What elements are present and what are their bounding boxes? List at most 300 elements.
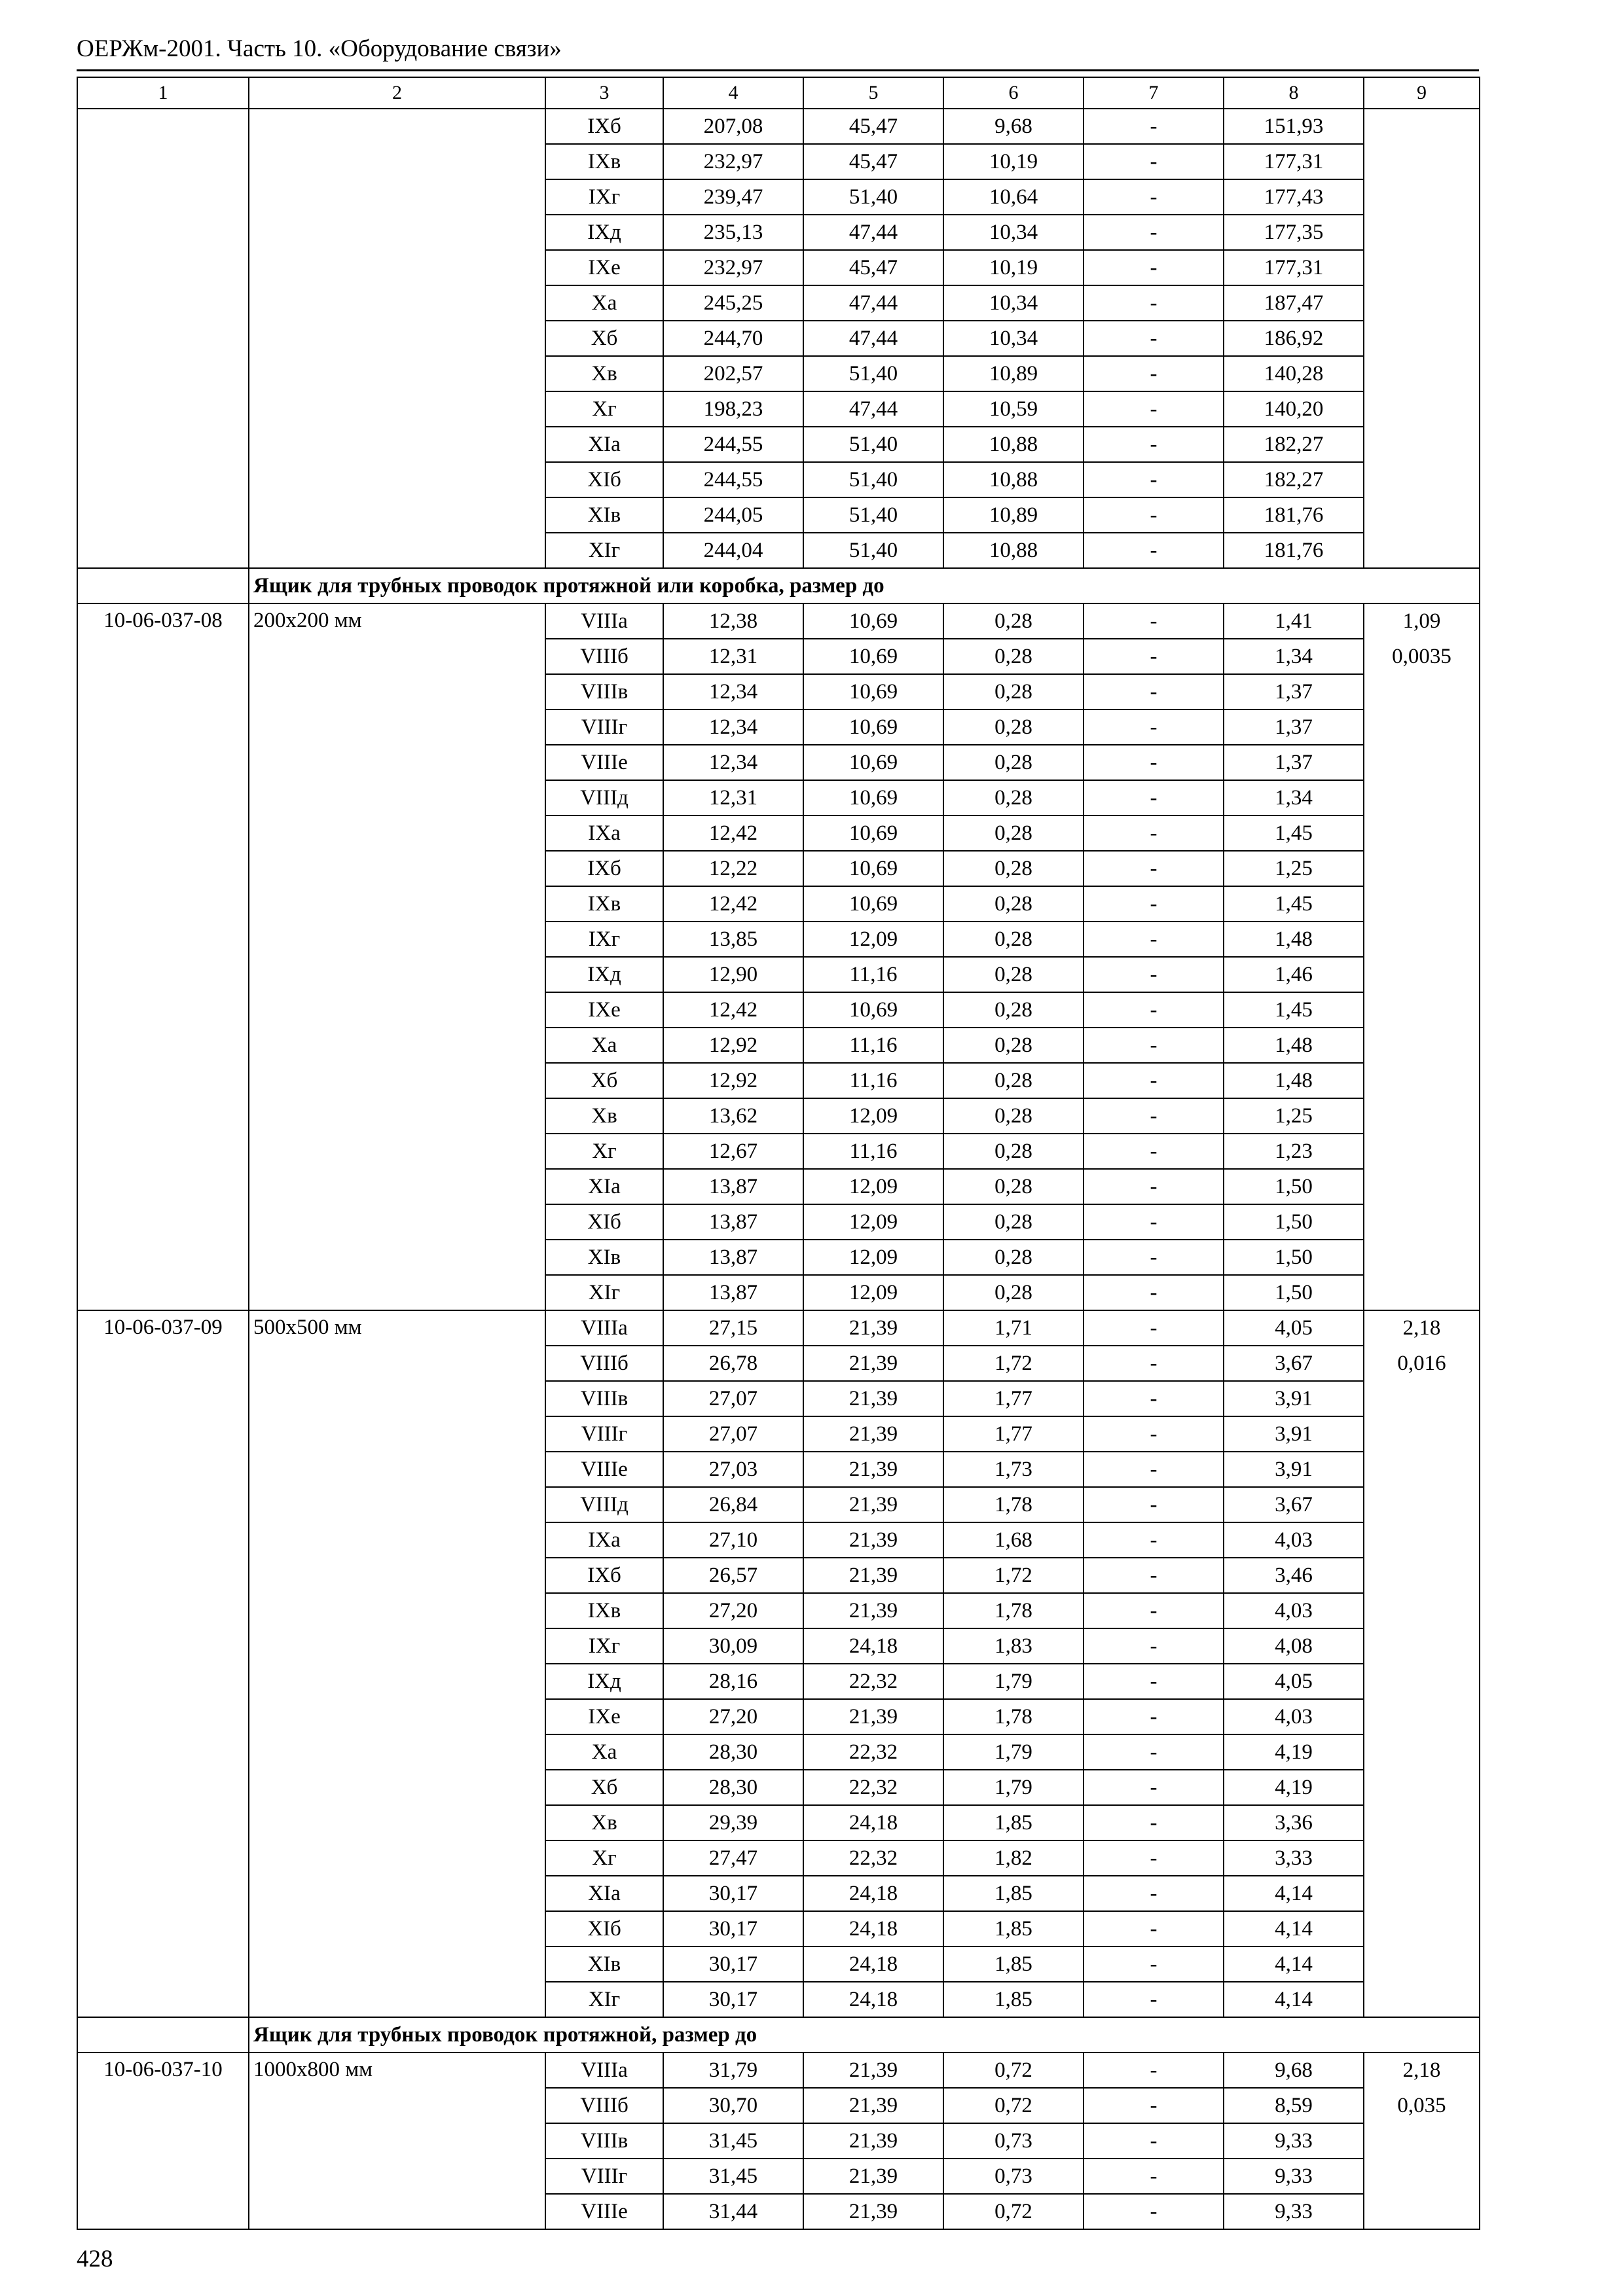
labor-cost: 10,69: [803, 992, 943, 1028]
material-cost: 1,50: [1224, 1240, 1364, 1275]
resource-class: IXд: [545, 1664, 663, 1699]
driver-wage: -: [1084, 1876, 1224, 1911]
total-cost: 12,34: [663, 745, 803, 780]
labor-norm: [1364, 2053, 1480, 2229]
driver-wage: -: [1084, 639, 1224, 674]
material-cost: 3,91: [1224, 1381, 1364, 1416]
resource-class: Xг: [545, 1134, 663, 1169]
machine-cost: 10,88: [943, 462, 1084, 497]
labor-cost: 21,39: [803, 1310, 943, 1346]
rate-code: 10-06-037-09: [77, 1310, 249, 2017]
machine-cost: 1,85: [943, 1982, 1084, 2017]
material-cost: 1,25: [1224, 1098, 1364, 1134]
driver-wage: -: [1084, 1169, 1224, 1204]
labor-cost: 12,09: [803, 1098, 943, 1134]
labor-norm-value: 0,0035: [1392, 645, 1451, 668]
labor-cost: 51,40: [803, 356, 943, 391]
material-cost: 177,31: [1224, 250, 1364, 285]
total-cost: 26,84: [663, 1487, 803, 1522]
labor-cost: 51,40: [803, 427, 943, 462]
resource-class: IXа: [545, 1522, 663, 1558]
total-cost: 245,25: [663, 285, 803, 321]
labor-cost: 24,18: [803, 1628, 943, 1664]
driver-wage: -: [1084, 957, 1224, 992]
material-cost: 3,91: [1224, 1452, 1364, 1487]
driver-wage: -: [1084, 745, 1224, 780]
driver-wage: -: [1084, 144, 1224, 179]
labor-norm-value: 0,016: [1397, 1352, 1446, 1375]
labor-cost: 51,40: [803, 497, 943, 533]
labor-cost: 21,39: [803, 2123, 943, 2159]
driver-wage: -: [1084, 1134, 1224, 1169]
driver-wage: -: [1084, 427, 1224, 462]
machine-cost: 10,19: [943, 144, 1084, 179]
labor-cost: 11,16: [803, 1063, 943, 1098]
machine-cost: 0,28: [943, 674, 1084, 709]
resource-class: XIб: [545, 1911, 663, 1946]
machine-cost: 0,72: [943, 2194, 1084, 2229]
labor-cost: 47,44: [803, 321, 943, 356]
machine-cost: 0,72: [943, 2053, 1084, 2088]
labor-cost: 21,39: [803, 1593, 943, 1628]
total-cost: 12,38: [663, 603, 803, 639]
total-cost: 244,04: [663, 533, 803, 568]
resource-class: VIIIд: [545, 1487, 663, 1522]
driver-wage: -: [1084, 1063, 1224, 1098]
total-cost: 13,87: [663, 1240, 803, 1275]
resource-class: VIIIа: [545, 2053, 663, 2088]
driver-wage: -: [1084, 1346, 1224, 1381]
labor-cost: 24,18: [803, 1982, 943, 2017]
total-cost: 30,17: [663, 1946, 803, 1982]
labor-norm-value: 2,18: [1402, 2058, 1441, 2082]
resource-class: XIв: [545, 497, 663, 533]
machine-cost: 1,77: [943, 1416, 1084, 1452]
material-cost: 1,34: [1224, 639, 1364, 674]
driver-wage: -: [1084, 1381, 1224, 1416]
machine-cost: 0,28: [943, 1063, 1084, 1098]
resource-class: Xа: [545, 1028, 663, 1063]
machine-cost: 10,64: [943, 179, 1084, 215]
column-number: 3: [545, 77, 663, 109]
labor-cost: 21,39: [803, 1487, 943, 1522]
driver-wage: -: [1084, 1558, 1224, 1593]
section-heading: Ящик для трубных проводок протяжной или коробка, размер до: [249, 568, 1480, 603]
machine-cost: 0,73: [943, 2159, 1084, 2194]
material-cost: 1,50: [1224, 1169, 1364, 1204]
material-cost: 4,05: [1224, 1310, 1364, 1346]
total-cost: 12,42: [663, 816, 803, 851]
resource-class: VIIIе: [545, 2194, 663, 2229]
resource-class: IXг: [545, 922, 663, 957]
driver-wage: -: [1084, 391, 1224, 427]
total-cost: 202,57: [663, 356, 803, 391]
material-cost: 1,37: [1224, 709, 1364, 745]
resource-class: VIIIа: [545, 1310, 663, 1346]
total-cost: 12,42: [663, 886, 803, 922]
machine-cost: 0,28: [943, 957, 1084, 992]
driver-wage: -: [1084, 709, 1224, 745]
section-heading: Ящик для трубных проводок протяжной, размер до: [249, 2017, 1480, 2053]
labor-norm: [1364, 1310, 1480, 2017]
resource-class: Xб: [545, 1770, 663, 1805]
machine-cost: 1,79: [943, 1664, 1084, 1699]
machine-cost: 0,28: [943, 709, 1084, 745]
resource-class: Xв: [545, 1805, 663, 1840]
machine-cost: 0,28: [943, 1169, 1084, 1204]
machine-cost: 0,28: [943, 1204, 1084, 1240]
driver-wage: -: [1084, 1982, 1224, 2017]
driver-wage: -: [1084, 215, 1224, 250]
driver-wage: -: [1084, 1487, 1224, 1522]
material-cost: 4,03: [1224, 1522, 1364, 1558]
total-cost: 27,15: [663, 1310, 803, 1346]
labor-cost: 21,39: [803, 1346, 943, 1381]
total-cost: 31,79: [663, 2053, 803, 2088]
driver-wage: -: [1084, 922, 1224, 957]
machine-cost: 9,68: [943, 109, 1084, 144]
machine-cost: 1,85: [943, 1805, 1084, 1840]
labor-cost: 21,39: [803, 1522, 943, 1558]
labor-cost: 51,40: [803, 533, 943, 568]
material-cost: 3,91: [1224, 1416, 1364, 1452]
column-number: 5: [803, 77, 943, 109]
total-cost: 27,20: [663, 1593, 803, 1628]
material-cost: 1,46: [1224, 957, 1364, 992]
total-cost: 13,87: [663, 1204, 803, 1240]
total-cost: 27,20: [663, 1699, 803, 1734]
total-cost: 31,45: [663, 2123, 803, 2159]
resource-class: Xа: [545, 1734, 663, 1770]
labor-cost: 47,44: [803, 391, 943, 427]
resource-class: IXе: [545, 250, 663, 285]
total-cost: 27,03: [663, 1452, 803, 1487]
labor-cost: 11,16: [803, 1134, 943, 1169]
resource-class: IXа: [545, 816, 663, 851]
header-rule: [77, 69, 1479, 71]
material-cost: 4,14: [1224, 1946, 1364, 1982]
material-cost: 9,33: [1224, 2123, 1364, 2159]
price-table: [77, 77, 1480, 2230]
machine-cost: 0,28: [943, 1098, 1084, 1134]
total-cost: 30,70: [663, 2088, 803, 2123]
material-cost: 1,37: [1224, 745, 1364, 780]
material-cost: 181,76: [1224, 497, 1364, 533]
labor-cost: 12,09: [803, 1240, 943, 1275]
resource-class: IXб: [545, 1558, 663, 1593]
material-cost: 177,31: [1224, 144, 1364, 179]
driver-wage: -: [1084, 2194, 1224, 2229]
labor-cost: 10,69: [803, 674, 943, 709]
table-row: [77, 1310, 1480, 1346]
labor-cost: 10,69: [803, 886, 943, 922]
resource-class: VIIIв: [545, 2123, 663, 2159]
total-cost: 27,47: [663, 1840, 803, 1876]
column-number: 8: [1224, 77, 1364, 109]
rate-code: 10-06-037-10: [77, 2053, 249, 2229]
driver-wage: -: [1084, 780, 1224, 816]
material-cost: 1,34: [1224, 780, 1364, 816]
labor-cost: 51,40: [803, 462, 943, 497]
total-cost: 29,39: [663, 1805, 803, 1840]
machine-cost: 1,78: [943, 1699, 1084, 1734]
machine-cost: 10,89: [943, 497, 1084, 533]
resource-class: IXв: [545, 144, 663, 179]
material-cost: 4,05: [1224, 1664, 1364, 1699]
machine-cost: 1,78: [943, 1487, 1084, 1522]
material-cost: 4,19: [1224, 1770, 1364, 1805]
total-cost: 235,13: [663, 215, 803, 250]
driver-wage: -: [1084, 1028, 1224, 1063]
driver-wage: -: [1084, 1098, 1224, 1134]
section-heading-row: [77, 568, 1480, 603]
resource-class: IXг: [545, 179, 663, 215]
resource-class: Xв: [545, 1098, 663, 1134]
total-cost: 232,97: [663, 250, 803, 285]
material-cost: 1,50: [1224, 1204, 1364, 1240]
total-cost: 232,97: [663, 144, 803, 179]
rate-name: 500х500 мм: [249, 1310, 545, 2017]
labor-cost: 21,39: [803, 1558, 943, 1593]
labor-cost: 21,39: [803, 1416, 943, 1452]
total-cost: 12,34: [663, 674, 803, 709]
resource-class: Xв: [545, 356, 663, 391]
labor-cost: 10,69: [803, 709, 943, 745]
material-cost: 4,14: [1224, 1982, 1364, 2017]
driver-wage: -: [1084, 321, 1224, 356]
driver-wage: -: [1084, 356, 1224, 391]
resource-class: VIIIг: [545, 2159, 663, 2194]
material-cost: 1,48: [1224, 1063, 1364, 1098]
total-cost: 13,87: [663, 1169, 803, 1204]
machine-cost: 1,82: [943, 1840, 1084, 1876]
labor-cost: 24,18: [803, 1876, 943, 1911]
material-cost: 1,23: [1224, 1134, 1364, 1169]
resource-class: XIг: [545, 1982, 663, 2017]
driver-wage: -: [1084, 2159, 1224, 2194]
labor-cost: 21,39: [803, 2159, 943, 2194]
section-spacer: [77, 568, 249, 603]
labor-cost: 45,47: [803, 144, 943, 179]
resource-class: VIIIв: [545, 674, 663, 709]
rate-code: [77, 109, 249, 568]
material-cost: 181,76: [1224, 533, 1364, 568]
table-row: [77, 603, 1480, 639]
machine-cost: 0,28: [943, 639, 1084, 674]
total-cost: 26,57: [663, 1558, 803, 1593]
column-number-row: [77, 77, 1480, 109]
driver-wage: -: [1084, 497, 1224, 533]
labor-cost: 10,69: [803, 639, 943, 674]
driver-wage: -: [1084, 1522, 1224, 1558]
resource-class: Xб: [545, 321, 663, 356]
resource-class: VIIIд: [545, 780, 663, 816]
material-cost: 8,59: [1224, 2088, 1364, 2123]
total-cost: 30,17: [663, 1876, 803, 1911]
resource-class: VIIIб: [545, 2088, 663, 2123]
total-cost: 244,70: [663, 321, 803, 356]
total-cost: 28,16: [663, 1664, 803, 1699]
total-cost: 244,05: [663, 497, 803, 533]
machine-cost: 1,78: [943, 1593, 1084, 1628]
machine-cost: 10,34: [943, 215, 1084, 250]
page-number: 428: [77, 2246, 113, 2272]
machine-cost: 1,72: [943, 1346, 1084, 1381]
resource-class: XIг: [545, 533, 663, 568]
driver-wage: -: [1084, 1310, 1224, 1346]
labor-cost: 12,09: [803, 1204, 943, 1240]
labor-cost: 21,39: [803, 2088, 943, 2123]
material-cost: 3,67: [1224, 1487, 1364, 1522]
labor-cost: 11,16: [803, 1028, 943, 1063]
section-heading-row: [77, 2017, 1480, 2053]
material-cost: 4,14: [1224, 1876, 1364, 1911]
total-cost: 12,92: [663, 1028, 803, 1063]
driver-wage: -: [1084, 1593, 1224, 1628]
machine-cost: 10,19: [943, 250, 1084, 285]
machine-cost: 10,89: [943, 356, 1084, 391]
machine-cost: 0,28: [943, 886, 1084, 922]
resource-class: XIг: [545, 1275, 663, 1310]
driver-wage: -: [1084, 1664, 1224, 1699]
total-cost: 26,78: [663, 1346, 803, 1381]
material-cost: 1,45: [1224, 992, 1364, 1028]
material-cost: 9,68: [1224, 2053, 1364, 2088]
labor-cost: 22,32: [803, 1664, 943, 1699]
total-cost: 27,10: [663, 1522, 803, 1558]
driver-wage: -: [1084, 2123, 1224, 2159]
driver-wage: -: [1084, 179, 1224, 215]
material-cost: 177,35: [1224, 215, 1364, 250]
driver-wage: -: [1084, 1805, 1224, 1840]
material-cost: 151,93: [1224, 109, 1364, 144]
machine-cost: 1,77: [943, 1381, 1084, 1416]
material-cost: 1,48: [1224, 1028, 1364, 1063]
labor-cost: 21,39: [803, 1452, 943, 1487]
resource-class: Xа: [545, 285, 663, 321]
driver-wage: -: [1084, 1452, 1224, 1487]
total-cost: 12,22: [663, 851, 803, 886]
total-cost: 198,23: [663, 391, 803, 427]
driver-wage: -: [1084, 674, 1224, 709]
material-cost: 140,28: [1224, 356, 1364, 391]
labor-cost: 47,44: [803, 215, 943, 250]
driver-wage: -: [1084, 1240, 1224, 1275]
machine-cost: 1,68: [943, 1522, 1084, 1558]
driver-wage: -: [1084, 2053, 1224, 2088]
material-cost: 186,92: [1224, 321, 1364, 356]
machine-cost: 1,72: [943, 1558, 1084, 1593]
column-number: 9: [1364, 77, 1480, 109]
total-cost: 12,90: [663, 957, 803, 992]
resource-class: XIб: [545, 462, 663, 497]
driver-wage: -: [1084, 851, 1224, 886]
total-cost: 31,45: [663, 2159, 803, 2194]
material-cost: 187,47: [1224, 285, 1364, 321]
material-cost: 9,33: [1224, 2159, 1364, 2194]
machine-cost: 10,59: [943, 391, 1084, 427]
resource-class: XIв: [545, 1240, 663, 1275]
material-cost: 4,03: [1224, 1699, 1364, 1734]
driver-wage: -: [1084, 1275, 1224, 1310]
driver-wage: -: [1084, 462, 1224, 497]
driver-wage: -: [1084, 1734, 1224, 1770]
table-row: [77, 109, 1480, 144]
resource-class: IXе: [545, 992, 663, 1028]
machine-cost: 0,28: [943, 745, 1084, 780]
machine-cost: 1,85: [943, 1876, 1084, 1911]
material-cost: 177,43: [1224, 179, 1364, 215]
rate-name: [249, 109, 545, 568]
material-cost: 9,33: [1224, 2194, 1364, 2229]
material-cost: 182,27: [1224, 462, 1364, 497]
driver-wage: -: [1084, 1770, 1224, 1805]
machine-cost: 0,28: [943, 1240, 1084, 1275]
resource-class: IXд: [545, 957, 663, 992]
total-cost: 28,30: [663, 1770, 803, 1805]
material-cost: 3,46: [1224, 1558, 1364, 1593]
resource-class: XIв: [545, 1946, 663, 1982]
driver-wage: -: [1084, 1204, 1224, 1240]
driver-wage: -: [1084, 250, 1224, 285]
resource-class: VIIIа: [545, 603, 663, 639]
machine-cost: 0,28: [943, 851, 1084, 886]
total-cost: 28,30: [663, 1734, 803, 1770]
labor-cost: 10,69: [803, 851, 943, 886]
table-row: [77, 2053, 1480, 2088]
machine-cost: 1,85: [943, 1911, 1084, 1946]
material-cost: 1,50: [1224, 1275, 1364, 1310]
labor-cost: 21,39: [803, 1699, 943, 1734]
resource-class: VIIIе: [545, 1452, 663, 1487]
labor-norm-value: 1,09: [1402, 609, 1441, 633]
driver-wage: -: [1084, 2088, 1224, 2123]
resource-class: IXб: [545, 851, 663, 886]
machine-cost: 1,73: [943, 1452, 1084, 1487]
labor-cost: 24,18: [803, 1911, 943, 1946]
labor-cost: 22,32: [803, 1770, 943, 1805]
machine-cost: 0,28: [943, 780, 1084, 816]
machine-cost: 0,28: [943, 1134, 1084, 1169]
total-cost: 244,55: [663, 427, 803, 462]
labor-cost: 21,39: [803, 2053, 943, 2088]
resource-class: IXв: [545, 1593, 663, 1628]
driver-wage: -: [1084, 1628, 1224, 1664]
machine-cost: 0,28: [943, 816, 1084, 851]
rate-name: 1000х800 мм: [249, 2053, 545, 2229]
driver-wage: -: [1084, 1416, 1224, 1452]
resource-class: VIIIв: [545, 1381, 663, 1416]
machine-cost: 1,83: [943, 1628, 1084, 1664]
resource-class: IXб: [545, 109, 663, 144]
machine-cost: 10,34: [943, 285, 1084, 321]
labor-cost: 10,69: [803, 816, 943, 851]
machine-cost: 0,28: [943, 922, 1084, 957]
resource-class: VIIIг: [545, 709, 663, 745]
material-cost: 3,33: [1224, 1840, 1364, 1876]
material-cost: 4,03: [1224, 1593, 1364, 1628]
machine-cost: 0,28: [943, 1028, 1084, 1063]
total-cost: 239,47: [663, 179, 803, 215]
resource-class: IXд: [545, 215, 663, 250]
material-cost: 4,14: [1224, 1911, 1364, 1946]
resource-class: VIIIб: [545, 639, 663, 674]
labor-cost: 12,09: [803, 1169, 943, 1204]
labor-cost: 22,32: [803, 1734, 943, 1770]
labor-cost: 12,09: [803, 1275, 943, 1310]
column-number: 6: [943, 77, 1084, 109]
labor-cost: 45,47: [803, 250, 943, 285]
